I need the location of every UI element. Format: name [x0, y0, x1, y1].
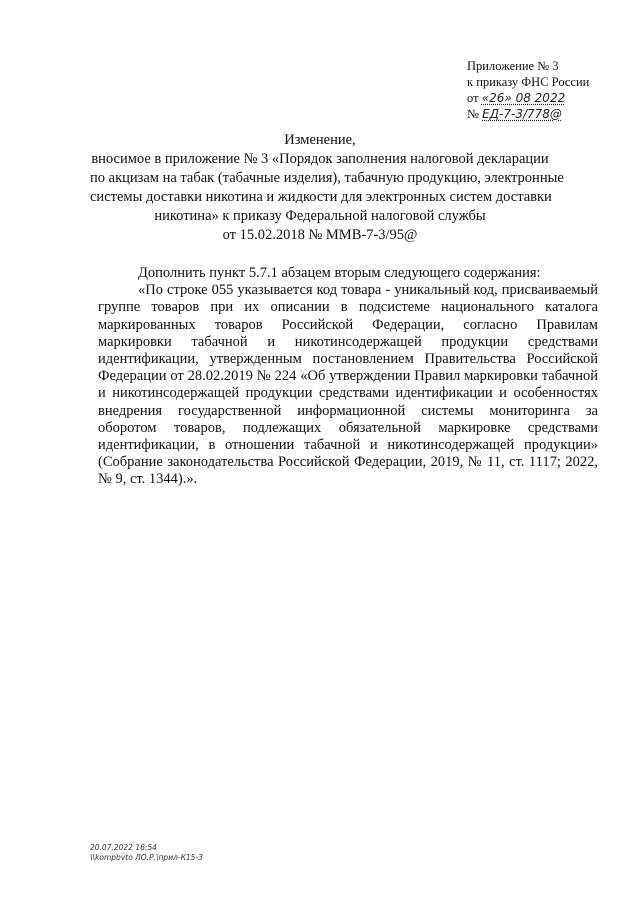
title-line-1: Изменение, — [284, 132, 356, 148]
footer-timestamp: 20.07.2022 16:54 — [90, 843, 157, 852]
appendix-title: Приложение № 3 — [467, 59, 559, 73]
appendix-number-value: ЕД-7-3/778@ — [482, 107, 562, 121]
document-body — [98, 265, 598, 489]
appendix-date-line — [467, 90, 637, 106]
document-footer — [90, 843, 203, 863]
title-line-5: никотина» к приказу Федеральной налоговой службы — [154, 208, 486, 224]
title-line-2: вносимое в приложение № 3 «Порядок заполнения налоговой декларации — [91, 151, 549, 167]
appendix-number-line — [467, 106, 637, 122]
title-line-3: по акцизам на табак (табачные изделия), табачную продукцию, электронные — [90, 170, 564, 186]
title-line-4: системы доставки никотина и жидкости для электронных систем доставки — [90, 189, 552, 205]
appendix-date-value: «26» 08 2022 — [481, 91, 566, 105]
footer-file-path: \\kompbvto ЛО.Р.\прил-К15-3 — [90, 853, 203, 862]
appendix-order-reference: к приказу ФНС России — [467, 75, 590, 89]
appendix-number-prefix: № — [467, 107, 479, 121]
appendix-date-prefix: от — [467, 91, 479, 105]
appendix-block — [467, 58, 637, 122]
document-title — [90, 131, 564, 245]
body-paragraph: «По строке 055 указывается код товара - уникальный код, присваиваемый группе товаров при их описании в подсистеме национального каталога маркированных товаров Российской Федерации, согласно Правилам маркировки табачной и никотинсодержащей продукции средствами идентификации, утвержденным постановлением Правительства Российской Федерации от 28.02.2019 № 224 «Об утверждении Правил маркировки табачной и никотинсодержащей продукции средствами идентификации и особенностях внедрения государственной информационной системы мониторинга за оборотом товаров, подлежащих обязательной маркировке средствами идентификации, в отношении табачной и никотинсодержащей продукции» (Собрание законодательства Российской Федерации, 2019, № 11, ст. 1117; 2022, № 9, ст. 1344).». — [98, 282, 598, 488]
title-line-6: от 15.02.2018 № ММВ-7-3/95@ — [222, 227, 418, 243]
body-lead-sentence: Дополнить пункт 5.7.1 абзацем вторым следующего содержания: — [138, 265, 541, 281]
